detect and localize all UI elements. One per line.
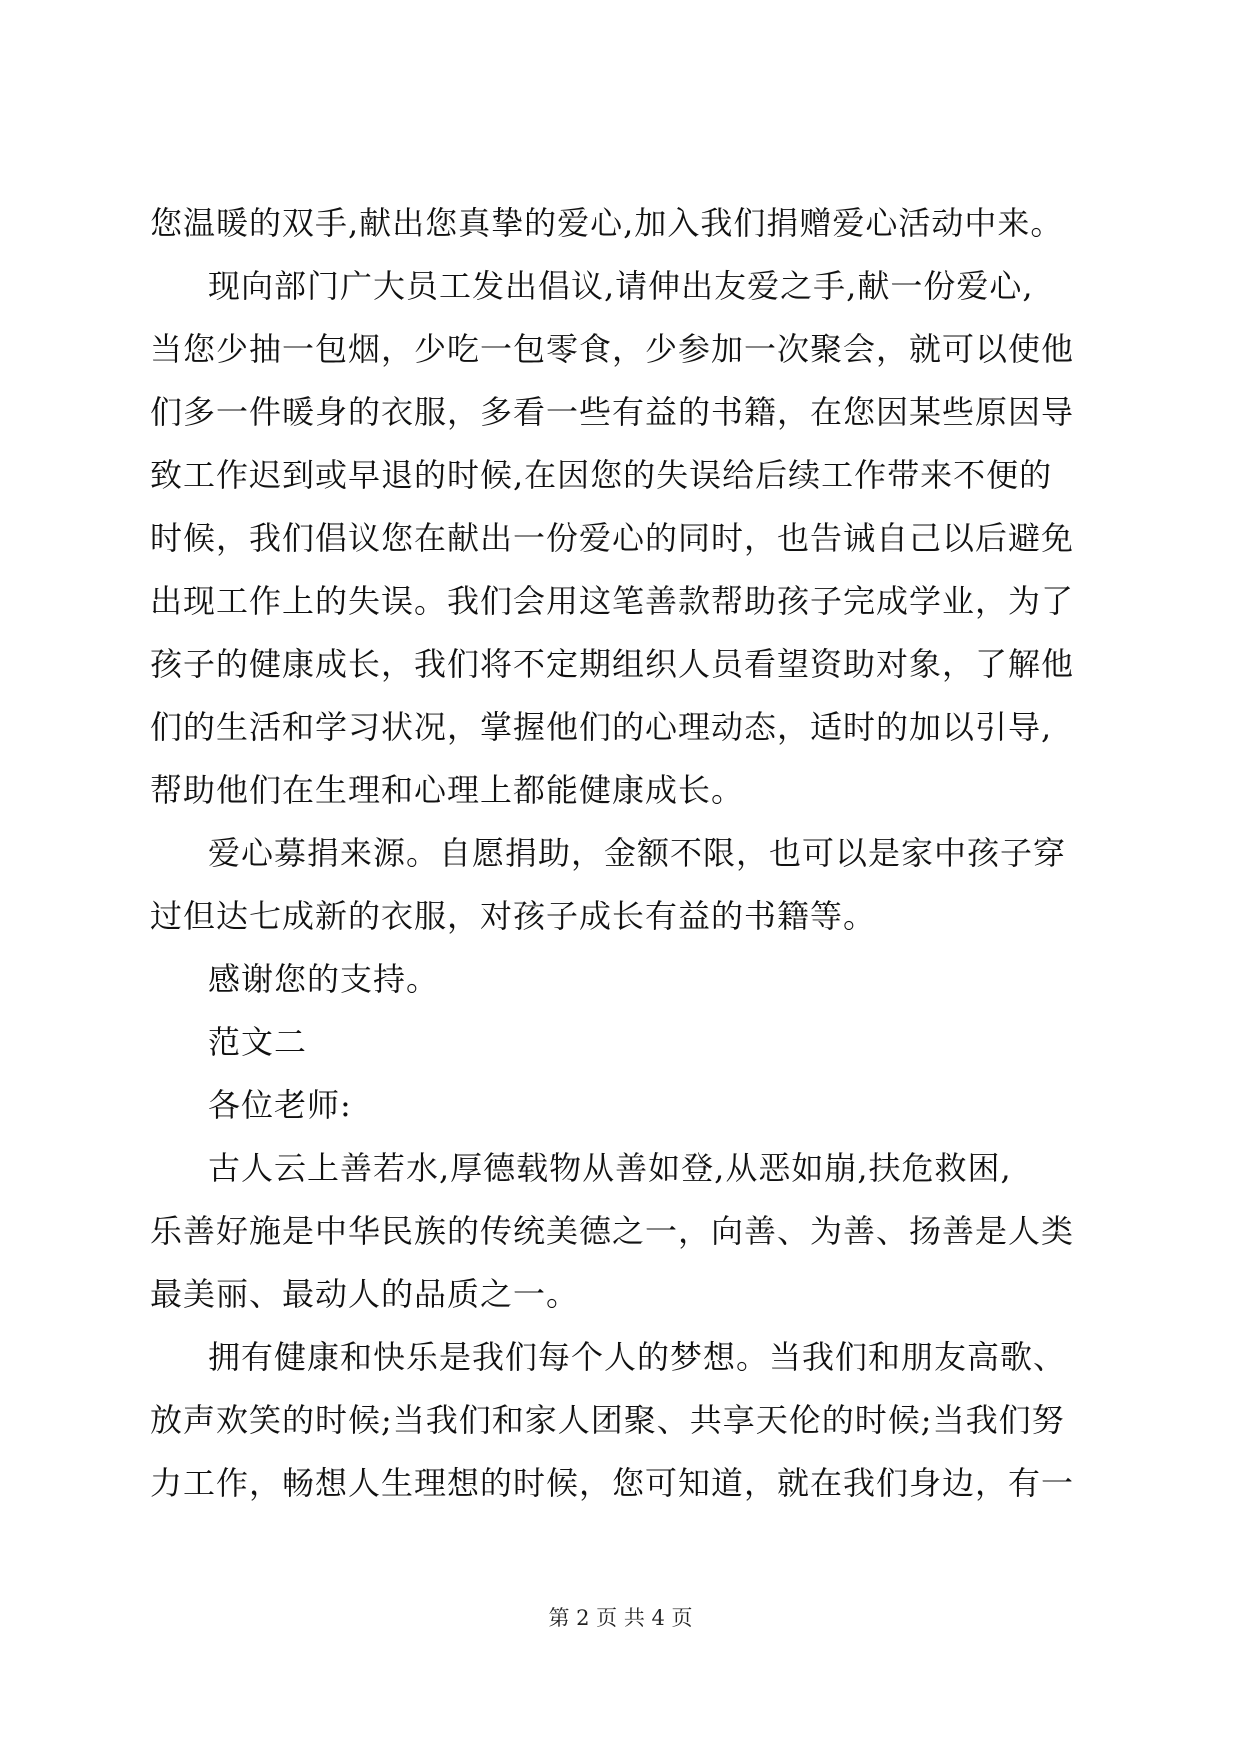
text-line-3: 当您少抽一包烟，少吃一包零食，少参加一次聚会，就可以使他 — [150, 330, 1075, 368]
text-line-16: 古人云上善若水,厚德载物从善如登,从恶如崩,扶危救困, — [208, 1149, 1012, 1187]
text-line-11: 爱心募捐来源。自愿捐助，金额不限，也可以是家中孩子穿 — [208, 834, 1067, 872]
text-line-19: 拥有健康和快乐是我们每个人的梦想。当我们和朋友高歌、 — [208, 1338, 1067, 1376]
text-line-21: 力工作，畅想人生理想的时候，您可知道，就在我们身边，有一 — [150, 1464, 1075, 1502]
text-line-18: 最美丽、最动人的品质之一。 — [150, 1275, 580, 1313]
text-line-15: 各位老师: — [208, 1086, 352, 1124]
text-line-5: 致工作迟到或早退的时候,在因您的失误给后续工作带来不便的 — [150, 456, 1053, 494]
page-number-footer: 第 2 页 共 4 页 — [548, 1606, 693, 1630]
text-line-20: 放声欢笑的时候;当我们和家人团聚、共享天伦的时候;当我们努 — [150, 1401, 1065, 1439]
text-line-10: 帮助他们在生理和心理上都能健康成长。 — [150, 771, 745, 809]
text-line-6: 时候，我们倡议您在献出一份爱心的同时，也告诫自己以后避免 — [150, 519, 1075, 557]
text-line-13: 感谢您的支持。 — [208, 960, 440, 998]
text-line-8: 孩子的健康成长，我们将不定期组织人员看望资助对象，了解他 — [150, 645, 1075, 683]
text-line-1: 您温暖的双手,献出您真挚的爱心,加入我们捐赠爱心活动中来。 — [150, 204, 1064, 242]
text-line-17: 乐善好施是中华民族的传统美德之一，向善、为善、扬善是人类 — [150, 1212, 1075, 1250]
text-line-4: 们多一件暖身的衣服，多看一些有益的书籍，在您因某些原因导 — [150, 393, 1075, 431]
text-line-14: 范文二 — [208, 1023, 308, 1061]
text-line-2: 现向部门广大员工发出倡议,请伸出友爱之手,献一份爱心, — [208, 267, 1034, 305]
text-line-9: 们的生活和学习状况，掌握他们的心理动态，适时的加以引导, — [150, 708, 1053, 746]
text-line-7: 出现工作上的失误。我们会用这笔善款帮助孩子完成学业，为了 — [150, 582, 1075, 620]
text-line-12: 过但达七成新的衣服，对孩子成长有益的书籍等。 — [150, 897, 877, 935]
